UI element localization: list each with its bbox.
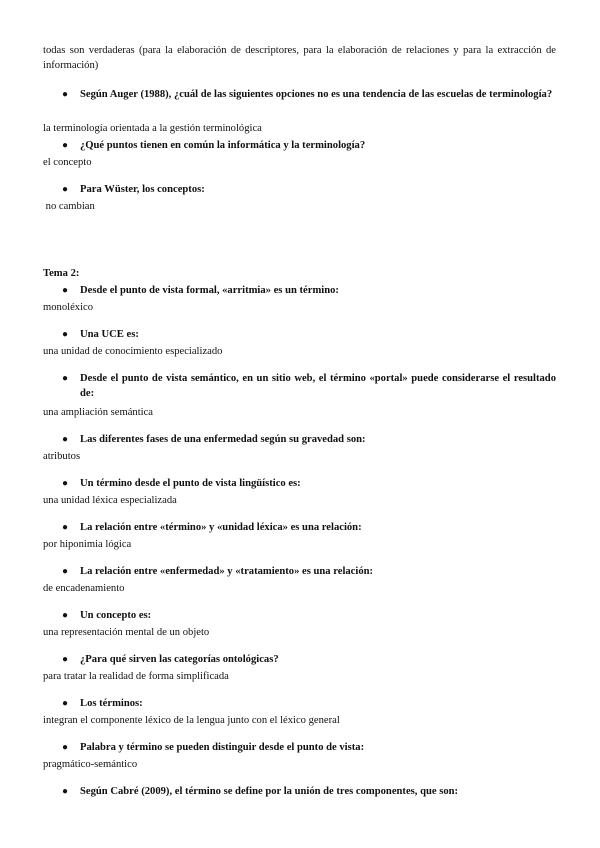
question: La relación entre «enfermedad» y «tratamiento» es una relación: — [80, 566, 374, 577]
answer: para tratar la realidad de forma simplificada — [43, 671, 229, 682]
question: Desde el punto de vista formal, «arritmia» es un término: — [80, 285, 339, 296]
question: ¿Para qué sirven las categorías ontológicas? — [80, 654, 279, 665]
answer: monoléxico — [43, 302, 94, 313]
bullet-icon: ● — [62, 140, 69, 151]
bullet-icon: ● — [62, 373, 69, 384]
question: Según Cabré (2009), el término se define por la unión de tres componentes, que son: — [80, 786, 459, 797]
section-heading: Tema 2: — [43, 268, 80, 279]
bullet-icon: ● — [62, 434, 69, 445]
question: Un concepto es: — [80, 610, 152, 621]
bullet-icon: ● — [62, 285, 69, 296]
answer: pragmático-semántico — [43, 759, 138, 770]
answer: integran el componente léxico de la lengua junto con el léxico general — [43, 715, 340, 726]
bullet-icon: ● — [62, 610, 69, 621]
answer: una unidad léxica especializada — [43, 495, 177, 506]
bullet-icon: ● — [62, 786, 69, 797]
question: Una UCE es: — [80, 329, 139, 340]
intro-answer: todas son verdaderas (para la elaboración de descriptores, para la elaboración de relaciones y para la extracción de información) — [43, 45, 556, 71]
answer: una unidad de conocimiento especializado — [43, 346, 223, 357]
answer: por hiponimia lógica — [43, 539, 132, 550]
question: Los términos: — [80, 698, 143, 709]
answer: de encadenamiento — [43, 583, 125, 594]
bullet-icon: ● — [62, 329, 69, 340]
question: La relación entre «término» y «unidad léxica» es una relación: — [80, 522, 362, 533]
bullet-icon: ● — [62, 698, 69, 709]
answer: atributos — [43, 451, 81, 462]
question: Según Auger (1988), ¿cuál de las siguientes opciones no es una tendencia de las escuelas de terminología? — [80, 89, 553, 100]
bullet-icon: ● — [62, 522, 69, 533]
bullet-icon: ● — [62, 184, 69, 195]
bullet-icon: ● — [62, 742, 69, 753]
question: Desde el punto de vista semántico, en un sitio web, el término «portal» puede considerarse el resultado de: — [80, 373, 556, 399]
question: Palabra y término se pueden distinguir desde el punto de vista: — [80, 742, 365, 753]
question: Las diferentes fases de una enfermedad según su gravedad son: — [80, 434, 366, 445]
bullet-icon: ● — [62, 89, 69, 100]
bullet-icon: ● — [62, 566, 69, 577]
bullet-icon: ● — [62, 478, 69, 489]
question: Un término desde el punto de vista lingüístico es: — [80, 478, 301, 489]
question: Para Wüster, los conceptos: — [80, 184, 205, 195]
question: ¿Qué puntos tienen en común la informática y la terminología? — [80, 140, 366, 151]
answer: el concepto — [43, 157, 92, 168]
answer: una representación mental de un objeto — [43, 627, 210, 638]
answer: no cambian — [43, 201, 95, 212]
answer: una ampliación semántica — [43, 407, 154, 418]
answer: la terminología orientada a la gestión terminológica — [43, 123, 262, 134]
bullet-icon: ● — [62, 654, 69, 665]
